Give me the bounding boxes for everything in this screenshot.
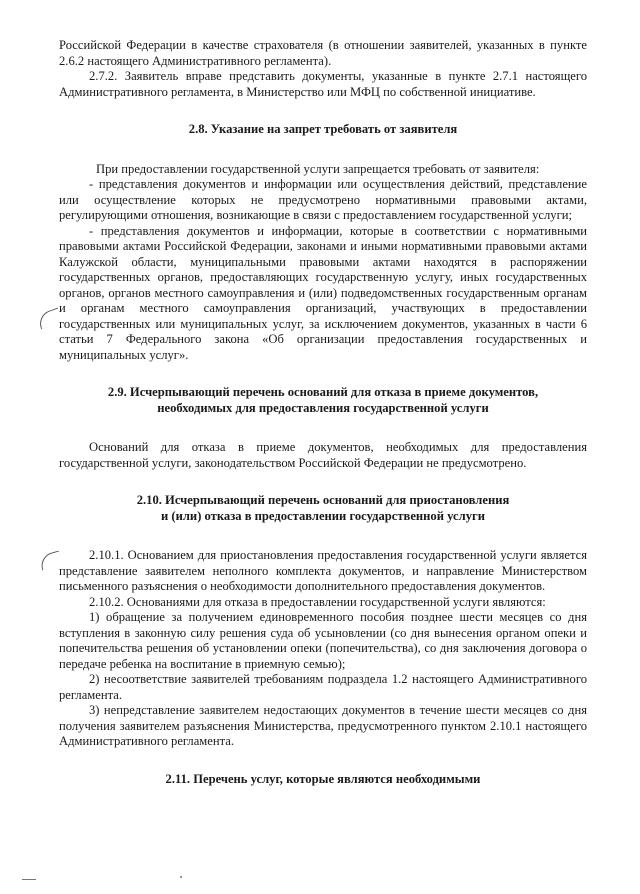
section-heading-2-11: 2.11. Перечень услуг, которые являются необходимыми [165,771,481,786]
section-heading-2-10 [59,493,587,524]
list-item: - представления документов и информации или осуществления действий, представление или осуществление которых не предусмотрено нормативными правовыми актами, регулирующими отношения, возникающие в связи с предоставлением государственной услуги; [59,177,587,222]
scan-artifact [22,879,36,880]
paragraph: Оснований для отказа в приеме документов, необходимых для предоставления государственной услуги, законодательством Российской Федерации не предусмотрено. [59,440,587,470]
heading-line: и (или) отказа в предоставлении государственной услуги [161,508,485,523]
list-item: - представления документов и информации, которые в соответствии с нормативными правовыми актами Российской Федерации, законами и иными нормативными правовыми актами Калужской области, муниципальными правовыми актами находятся в распоряжении государственных органов, предоставляющих государственную услугу, иных государственных органов, органов местного самоуправления и (или) подведомственных государственным органам и органам местного самоуправления организаций, участвующих в предоставлении государственных или муниципальных услуг, за исключением документов, указанных в части 6 статьи 7 Федерального закона «Об организации предоставления государственных и муниципальных услуг». [59,223,587,362]
paragraph: Российской Федерации в качестве страхователя (в отношении заявителей, указанных в пункте 2.6.2 настоящего Административного регламента). [59,38,587,68]
scan-artifact [180,876,182,878]
paragraph: При предоставлении государственной услуги запрещается требовать от заявителя: [96,161,540,176]
section-heading-2-9 [59,385,587,416]
paragraph: 2.10.2. Основаниями для отказа в предоставлении государственной услуги являются: [89,594,546,609]
list-item: 1) обращение за получением единовременного пособия позднее шести месяцев со дня вступления в законную силу решения суда об усыновлении (со дня вынесения органом опеки и попечительства решения об установлении опеки (попечительства), со дня заключения договора о передаче ребенка на воспитание в приемную семью); [59,610,587,671]
section-heading-2-8: 2.8. Указание на запрет требовать от заявителя [188,122,458,136]
heading-line: 2.10. Исчерпывающий перечень оснований для приостановления [136,493,510,507]
paragraph: 2.7.2. Заявитель вправе представить документы, указанные в пункте 2.7.1 настоящего Административного регламента, в Министерство или МФЦ по собственной инициативе. [59,69,587,99]
heading-line: 2.9. Исчерпывающий перечень оснований для отказа в приеме документов, [107,385,539,399]
list-item: 3) непредставление заявителем недостающих документов в течение шести месяцев со дня получения заявителем разъяснения Министерства, предусмотренного пунктом 2.10.1 настоящего Административного регламента. [59,703,587,748]
heading-line: необходимых для предоставления государственной услуги [157,400,489,415]
list-item: 2) несоответствие заявителей требованиям подраздела 1.2 настоящего Административного регламента. [59,672,587,702]
paragraph: 2.10.1. Основанием для приостановления предоставления государственной услуги является представление заявителем неполного комплекта документов, и направление Министерством письменного разъяснения о необходимости дополнительного предоставления документов. [59,548,587,593]
document-body [59,38,587,787]
